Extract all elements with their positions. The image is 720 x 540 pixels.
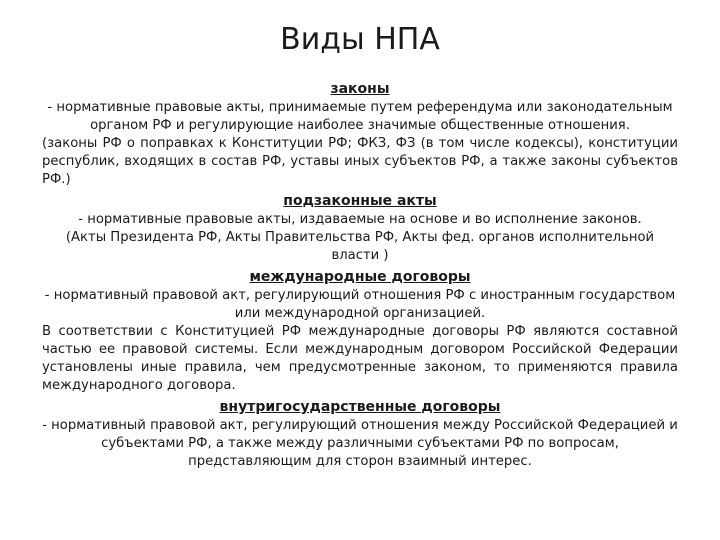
domestic-treaties-definition: - нормативный правовой акт, регулирующий отношения между Российской Федерацией и субъектами РФ, а также между различными субъектами РФ по вопросам, представляющим для сторон взаимный интерес. [42, 418, 678, 469]
bylaws-note: (Акты Президента РФ, Акты Правительства РФ, Акты фед. органов исполнительной власти ) [65, 230, 655, 263]
section-heading-international-treaties: международные договоры [249, 269, 471, 285]
section-heading-domestic-treaties: внутригосударственные договоры [219, 399, 501, 415]
laws-definition: - нормативные правовые акты, принимаемые путем референдума или законодательным органом РФ и регулирующие наиболее значимые общественные отношения. [47, 100, 673, 133]
international-treaties-definition: - нормативный правовой акт, регулирующий отношения РФ с иностранным государством или международной организацией. [44, 288, 676, 321]
page-title: Виды НПА [280, 22, 440, 57]
section-heading-laws: законы [330, 81, 390, 97]
section-heading-bylaws: подзаконные акты [283, 193, 437, 209]
laws-note: (законы РФ о поправках к Конституции РФ; ФКЗ, ФЗ (в том числе кодексы), конституции республик, входящих в состав РФ, уставы иных субъектов РФ, а также законы субъектов РФ.) [42, 136, 678, 187]
bylaws-definition: - нормативные правовые акты, издаваемые на основе и во исполнение законов. [78, 212, 642, 227]
international-treaties-note: В соответствии с Конституцией РФ международные договоры РФ являются составной частью ее правовой системы. Если международным договором Российской Федерации установлены иные правила, чем предусмотренные законом, то применяются правила международного договора. [42, 324, 678, 393]
content [42, 80, 678, 471]
